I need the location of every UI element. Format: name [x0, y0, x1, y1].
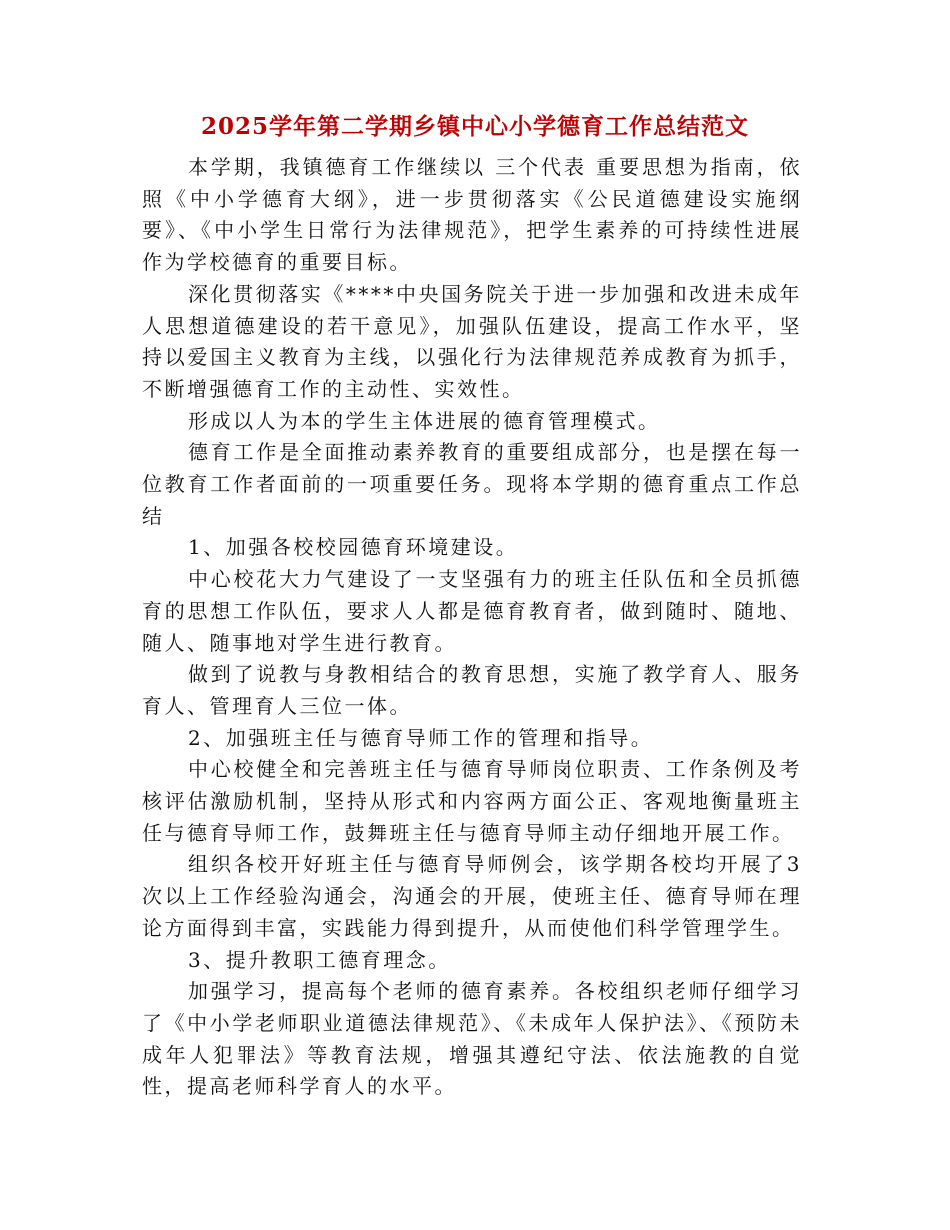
paragraph: 组织各校开好班主任与德育导师例会，该学期各校均开展了3次以上工作经验沟通会，沟通会的开展，使班主任、德育导师在理论方面得到丰富，实践能力得到提升，从而使他们科学管理学生。 [142, 852, 802, 940]
section-heading: 3、提升教职工德育理念。 [188, 947, 451, 972]
section-heading: 2、加强班主任与德育导师工作的管理和指导。 [188, 725, 654, 750]
paragraph: 深化贯彻落实《****中央国务院关于进一步加强和改进未成年人思想道德建设的若干意见》，加强队伍建设，提高工作水平，坚持以爱国主义教育为主线，以强化行为法律规范养成教育为抓手，不断增强德育工作的主动性、实效性。 [142, 281, 802, 401]
paragraph: 德育工作是全面推动素养教育的重要组成部分，也是摆在每一位教育工作者面前的一项重要任务。现将本学期的德育重点工作总结 [142, 440, 802, 528]
paragraph: 形成以人为本的学生主体进展的德育管理模式。 [188, 408, 661, 433]
paragraph: 中心校健全和完善班主任与德育导师岗位职责、工作条例及考核评估激励机制，坚持从形式和内容两方面公正、客观地衡量班主任与德育导师工作，鼓舞班主任与德育导师主动仔细地开展工作。 [142, 757, 802, 845]
paragraph: 加强学习，提高每个老师的德育素养。各校组织老师仔细学习了《中小学老师职业道德法律规范》、《未成年人保护法》、《预防未成年人犯罪法》等教育法规，增强其遵纪守法、依法施教的自觉性，提高老师科学育人的水平。 [142, 979, 802, 1099]
paragraph: 中心校花大力气建设了一支坚强有力的班主任队伍和全员抓德育的思想工作队伍，要求人人都是德育教育者，做到随时、随地、随人、随事地对学生进行教育。 [142, 567, 802, 655]
section-heading: 1、加强各校校园德育环境建设。 [188, 535, 519, 560]
document-body [142, 152, 802, 1103]
paragraph: 做到了说教与身教相结合的教育思想，实施了教学育人、服务育人、管理育人三位一体。 [142, 662, 802, 718]
paragraph: 本学期，我镇德育工作继续以 三个代表 重要思想为指南，依照《中小学德育大纲》，进一步贯彻落实《公民道德建设实施纲要》、《中小学生日常行为法律规范》，把学生素养的可持续性进展作为学校德育的重要目标。 [142, 155, 802, 275]
document-title: 2025学年第二学期乡镇中心小学德育工作总结范文 [200, 113, 749, 140]
